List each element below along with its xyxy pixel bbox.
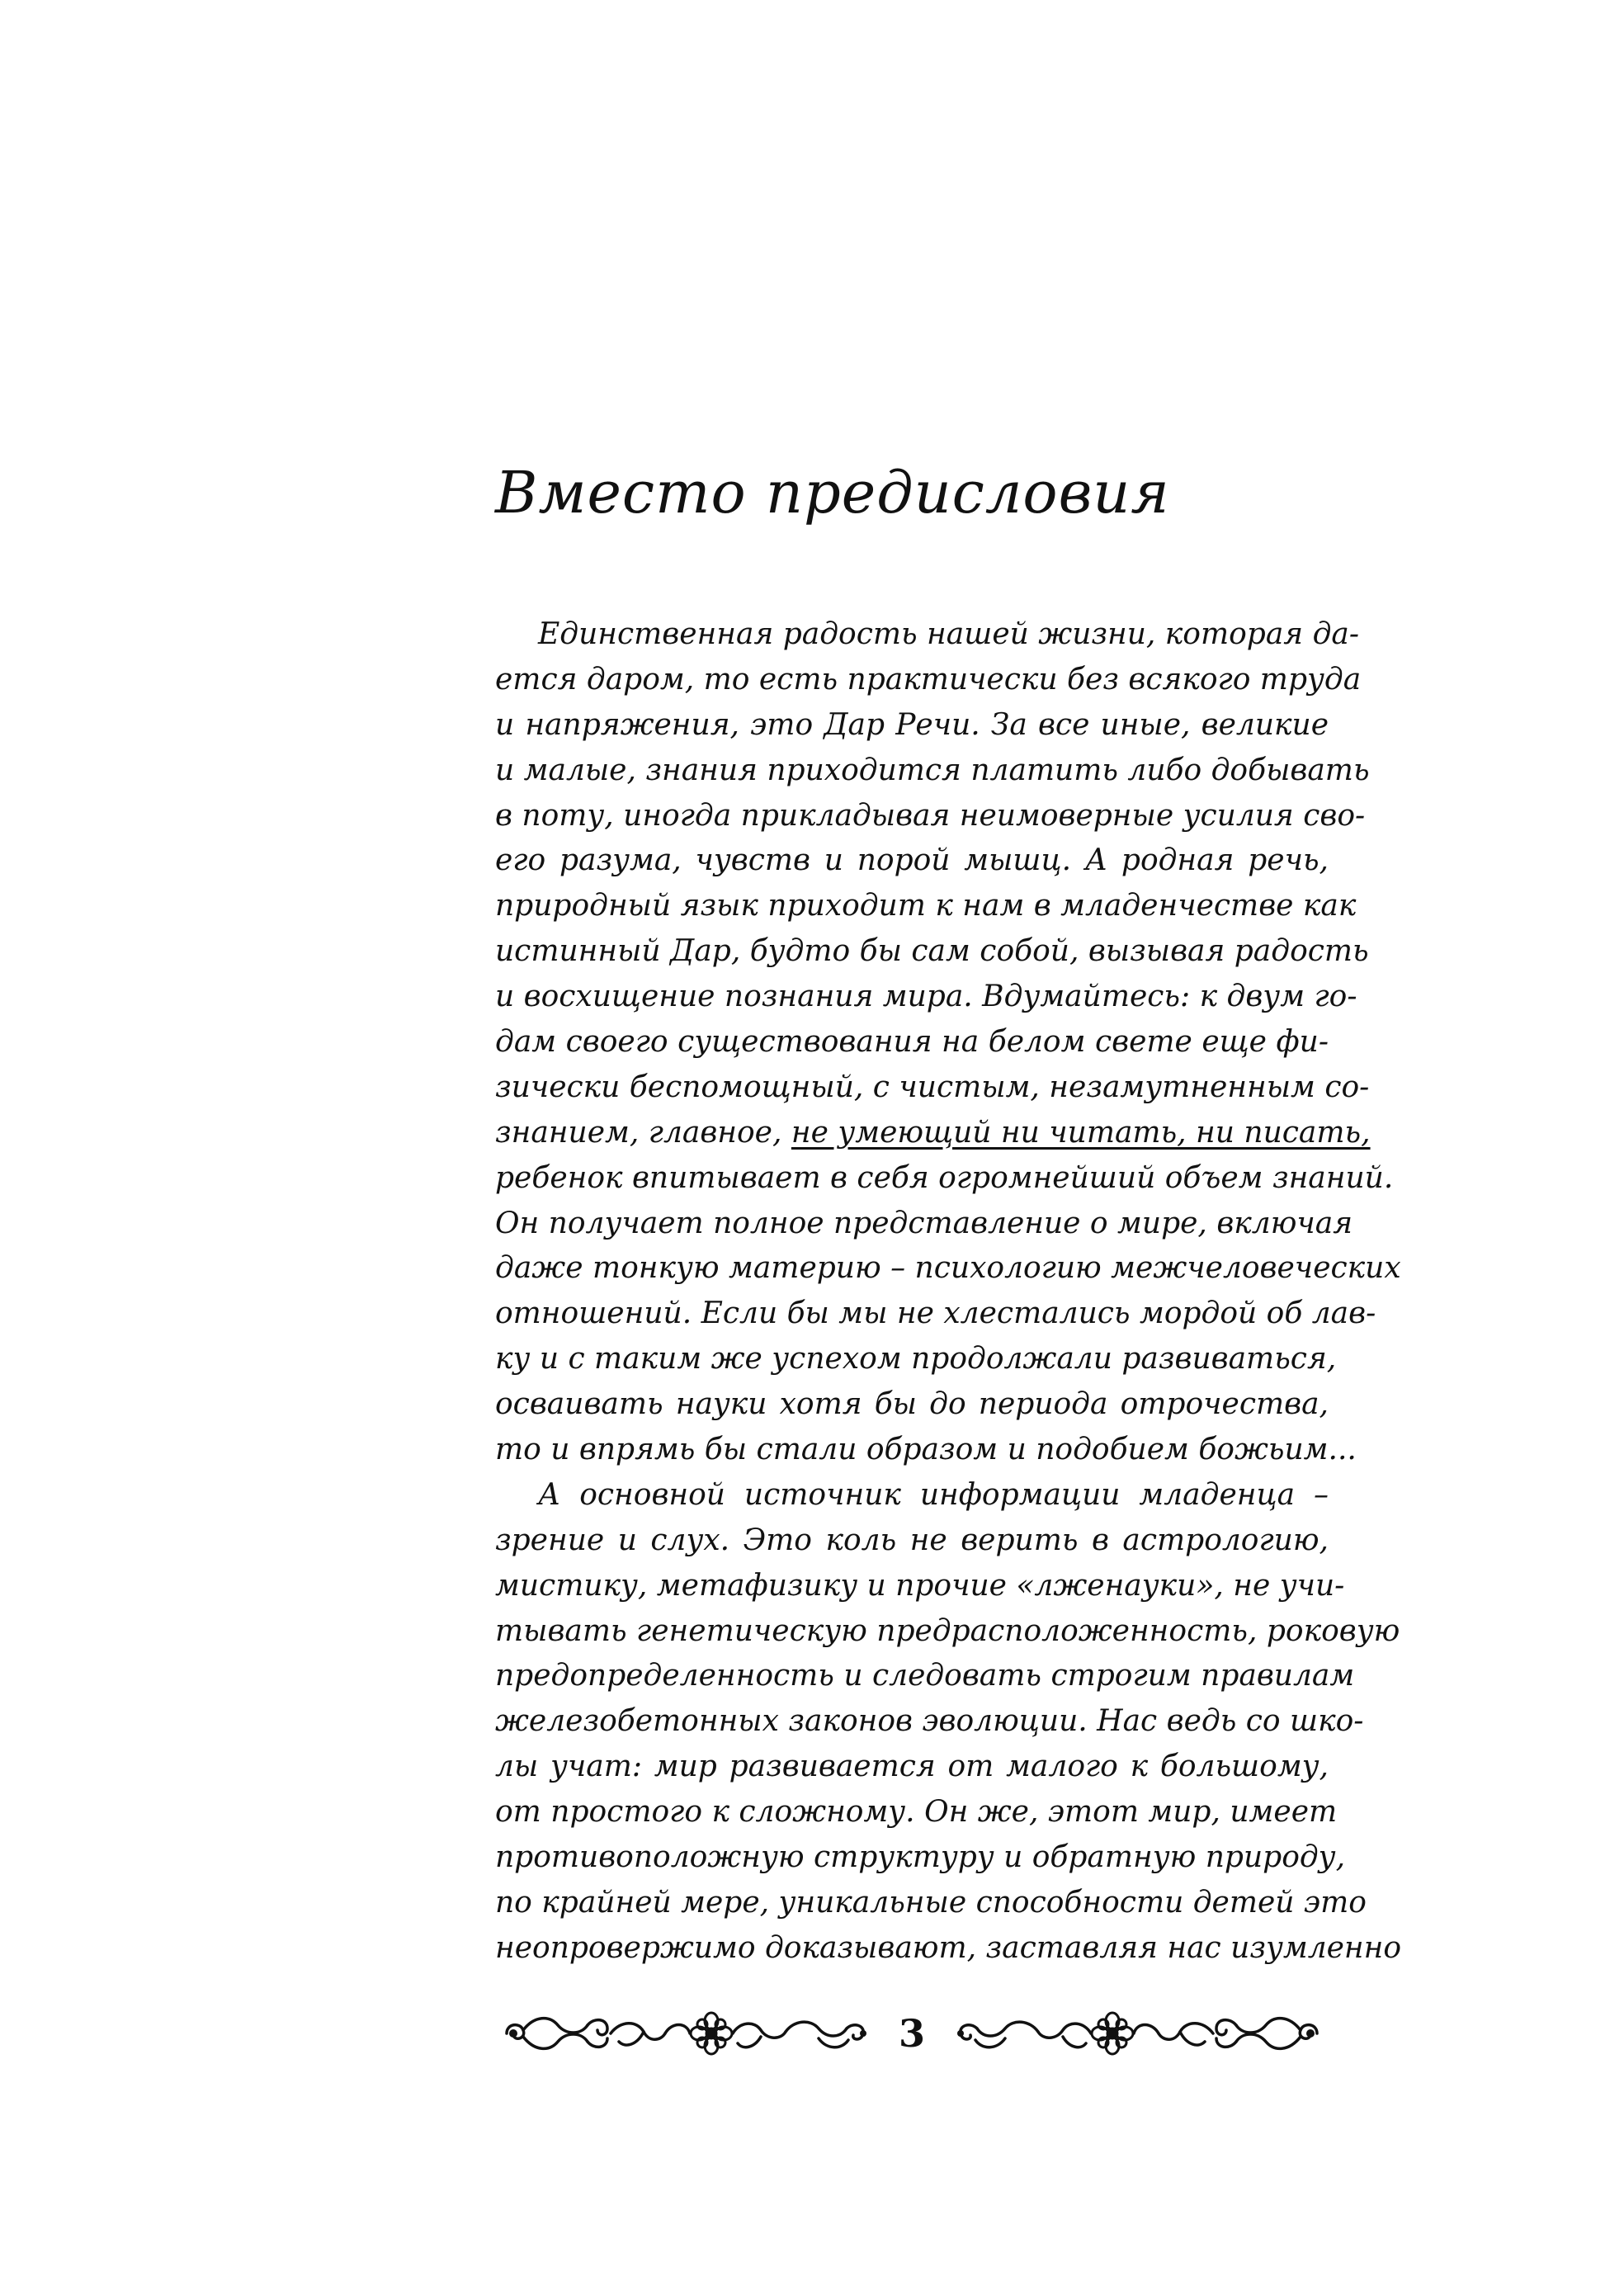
text-line: лы учат: мир развивается от малого к большому, bbox=[495, 1750, 1329, 1784]
text-line-mixed bbox=[495, 1111, 1371, 1156]
text-line: то и впрямь бы стали образом и подобием божьим... bbox=[495, 1433, 1357, 1467]
text-line: А основной источник информации младенца – bbox=[538, 1477, 1329, 1512]
text-line: тывать генетическую предрасположенность, роковую bbox=[495, 1613, 1400, 1648]
page-title: Вместо предисловия bbox=[495, 459, 1170, 527]
text-line: и напряжения, это Дар Речи. За все иные, великие bbox=[495, 707, 1329, 742]
text-line: мистику, метафизику и прочие «лженауки», не учи- bbox=[495, 1568, 1345, 1603]
underlined-phrase: не умеющий ни читать, ни писать, bbox=[791, 1115, 1371, 1150]
text-line: железобетонных законов эволюции. Нас ведь со шко- bbox=[495, 1704, 1364, 1739]
text-line: неопровержимо доказывают, заставляя нас изумленно bbox=[495, 1930, 1402, 1965]
text-line: и восхищение познания мира. Вдумайтесь: к двум го- bbox=[495, 980, 1357, 1014]
text-line: Он получает полное представление о мире, включая bbox=[495, 1206, 1353, 1240]
text-line: его разума, чувств и порой мышц. А родная речь, bbox=[495, 843, 1329, 878]
left-floral-ornament bbox=[495, 2004, 875, 2063]
text-line: даже тонкую материю – психологию межчеловеческих bbox=[495, 1251, 1401, 1286]
text-line: зически беспомощный, с чистым, незамутненным со- bbox=[495, 1070, 1370, 1104]
text-line: Единственная радость нашей жизни, которая да- bbox=[538, 617, 1360, 651]
text-line: дам своего существования на белом свете еще фи- bbox=[495, 1025, 1329, 1060]
text-line: по крайней мере, уникальные способности детей это bbox=[495, 1885, 1367, 1920]
page-number: 3 bbox=[898, 2011, 925, 2056]
text-line: ку и с таким же успехом продолжали развиваться, bbox=[495, 1342, 1337, 1377]
text-line: осваивать науки хотя бы до периода отрочества, bbox=[495, 1387, 1329, 1422]
right-floral-ornament bbox=[949, 2004, 1329, 2063]
text-line: отношений. Если бы мы не хлестались мордой об лав- bbox=[495, 1296, 1376, 1331]
text-line: ется даром, то есть практически без всякого труда bbox=[495, 662, 1362, 697]
text-line: и малые, знания приходится платить либо добывать bbox=[495, 753, 1370, 787]
text-line: от простого к сложному. Он же, этот мир, имеет bbox=[495, 1795, 1338, 1830]
text-line: в поту, иногда прикладывая неимоверные усилия сво- bbox=[495, 798, 1366, 833]
text-line: ребенок впитывает в себя огромнейший объем знаний. bbox=[495, 1160, 1394, 1195]
text-line: предопределенность и следовать строгим правилам bbox=[495, 1659, 1355, 1693]
text-line: природный язык приходит к нам в младенчестве как bbox=[495, 889, 1357, 923]
text-line: истинный Дар, будто бы сам собой, вызывая радость bbox=[495, 934, 1369, 969]
text-fragment: знанием, главное, bbox=[495, 1115, 782, 1150]
text-line: зрение и слух. Это коль не верить в астрологию, bbox=[495, 1523, 1329, 1557]
page-footer bbox=[495, 2004, 1329, 2063]
text-line: противоположную структуру и обратную природу, bbox=[495, 1840, 1346, 1875]
body-text bbox=[495, 612, 1402, 1972]
